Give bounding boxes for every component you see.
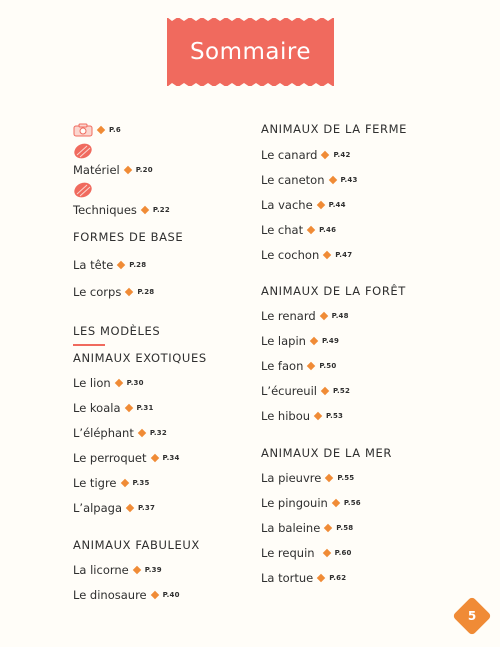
toc-entry[interactable] <box>261 309 349 323</box>
diamond-bullet-icon <box>325 474 333 482</box>
toc-entry[interactable] <box>261 223 336 237</box>
diamond-bullet-icon <box>124 404 132 412</box>
toc-entry[interactable] <box>73 285 154 299</box>
section-header-modeles: LES MODÈLES <box>73 324 161 338</box>
entry-label: La tortue <box>261 571 314 585</box>
diamond-bullet-icon <box>97 126 105 134</box>
yarn-ball-icon <box>73 143 93 159</box>
entry-label: Le canard <box>261 148 318 162</box>
diamond-bullet-icon <box>150 591 158 599</box>
toc-entry[interactable] <box>261 248 352 262</box>
diamond-bullet-icon <box>314 412 322 420</box>
page-ref: P.47 <box>335 251 353 259</box>
page-ref: P.20 <box>135 166 153 174</box>
entry-label: Le faon <box>261 359 304 373</box>
entry-label: Le corps <box>73 285 122 299</box>
diamond-bullet-icon <box>323 251 331 259</box>
diamond-bullet-icon <box>316 201 324 209</box>
camera-icon <box>73 123 93 137</box>
toc-entry[interactable] <box>73 563 162 577</box>
entry-label: L’écureuil <box>261 384 317 398</box>
page-ref: P.22 <box>152 206 170 214</box>
entry-label: Le caneton <box>261 173 325 187</box>
toc-entry[interactable] <box>73 476 150 490</box>
diamond-bullet-icon <box>138 429 146 437</box>
section-header-exotiques: ANIMAUX EXOTIQUES <box>73 351 207 365</box>
page-ref: P.46 <box>319 226 337 234</box>
diamond-bullet-icon <box>332 499 340 507</box>
diamond-bullet-icon <box>133 566 141 574</box>
page-ref: P.32 <box>149 429 167 437</box>
toc-entry-intro[interactable] <box>73 123 121 137</box>
section-header-formes: FORMES DE BASE <box>73 230 184 244</box>
page-ref: P.43 <box>340 176 358 184</box>
page-ref: P.62 <box>329 574 347 582</box>
page-ref: P.28 <box>137 288 155 296</box>
diamond-bullet-icon <box>141 206 149 214</box>
page-title: Sommaire <box>189 39 312 65</box>
entry-label: Le koala <box>73 401 121 415</box>
diamond-bullet-icon <box>120 479 128 487</box>
toc-entry[interactable] <box>261 409 343 423</box>
entry-label: Le lapin <box>261 334 306 348</box>
diamond-bullet-icon <box>114 379 122 387</box>
page-ref: P.56 <box>343 499 361 507</box>
entry-label: La tête <box>73 258 114 272</box>
diamond-bullet-icon <box>322 549 330 557</box>
entry-label: Techniques <box>73 203 137 217</box>
entry-label: Le cochon <box>261 248 320 262</box>
toc-entry[interactable] <box>261 148 351 162</box>
entry-label: Le dinosaure <box>73 588 147 602</box>
page-ref: P.55 <box>337 474 355 482</box>
page-ref: P.6 <box>109 126 121 134</box>
page-ref: P.50 <box>319 362 337 370</box>
diamond-bullet-icon <box>324 524 332 532</box>
section-header-fabuleux: ANIMAUX FABULEUX <box>73 538 200 552</box>
entry-label: Le perroquet <box>73 451 147 465</box>
page-ref: P.60 <box>334 549 352 557</box>
toc-entry[interactable] <box>261 384 350 398</box>
toc-entry[interactable] <box>261 546 352 560</box>
toc-entry[interactable] <box>261 198 346 212</box>
page-ref: P.30 <box>126 379 144 387</box>
page-ref: P.48 <box>331 312 349 320</box>
page-ref: P.44 <box>328 201 346 209</box>
diamond-bullet-icon <box>126 504 134 512</box>
entry-label: Le pingouin <box>261 496 328 510</box>
diamond-bullet-icon <box>150 454 158 462</box>
left-column <box>73 0 253 647</box>
toc-entry[interactable] <box>261 334 339 348</box>
page-ref: P.35 <box>132 479 150 487</box>
toc-entry[interactable] <box>73 451 180 465</box>
entry-label: La vache <box>261 198 313 212</box>
page-number: 5 <box>467 609 477 623</box>
diamond-bullet-icon <box>125 288 133 296</box>
page-ref: P.34 <box>162 454 180 462</box>
diamond-bullet-icon <box>307 226 315 234</box>
diamond-bullet-icon <box>321 387 329 395</box>
entry-label: Le renard <box>261 309 316 323</box>
toc-entry[interactable] <box>261 173 358 187</box>
page-ref: P.49 <box>321 337 340 345</box>
section-header-ferme: ANIMAUX DE LA FERME <box>261 122 408 136</box>
section-header-mer: ANIMAUX DE LA MER <box>261 446 392 460</box>
entry-label: Le lion <box>73 376 111 390</box>
entry-label: L’éléphant <box>73 426 134 440</box>
diamond-bullet-icon <box>328 176 336 184</box>
diamond-bullet-icon <box>319 312 327 320</box>
toc-entry[interactable] <box>73 426 167 440</box>
page-ref: P.37 <box>138 504 156 512</box>
section-header-foret: ANIMAUX DE LA FORÊT <box>261 284 406 298</box>
entry-label: La licorne <box>73 563 129 577</box>
diamond-bullet-icon <box>117 261 125 269</box>
page-ref: P.42 <box>333 151 351 159</box>
page-ref: P.28 <box>129 261 147 269</box>
toc-entry-materiel[interactable] <box>73 163 153 177</box>
entry-label: Le hibou <box>261 409 311 423</box>
entry-label: Matériel <box>73 163 120 177</box>
entry-label: La baleine <box>261 521 321 535</box>
toc-entry[interactable] <box>261 496 361 510</box>
page-ref: P.53 <box>326 412 344 420</box>
diamond-bullet-icon <box>124 166 132 174</box>
page-ref: P.31 <box>136 404 154 412</box>
entry-label: Le chat <box>261 223 304 237</box>
diamond-bullet-icon <box>317 574 325 582</box>
diamond-bullet-icon <box>321 151 329 159</box>
yarn-ball-icon <box>73 182 93 198</box>
page-ref: P.39 <box>144 566 162 574</box>
entry-label: La pieuvre <box>261 471 322 485</box>
entry-label: Le tigre <box>73 476 117 490</box>
diamond-bullet-icon <box>307 362 315 370</box>
toc-entry-techniques[interactable] <box>73 203 170 217</box>
diamond-bullet-icon <box>310 337 318 345</box>
page-ref: P.58 <box>336 524 354 532</box>
entry-label: Le requin <box>261 546 315 560</box>
page-ref: P.52 <box>332 387 351 395</box>
page-ref: P.40 <box>162 591 180 599</box>
toc-entry[interactable] <box>73 501 155 515</box>
toc-entry[interactable] <box>73 258 146 272</box>
toc-entry[interactable] <box>261 571 346 585</box>
toc-entry[interactable] <box>73 588 180 602</box>
toc-entry[interactable] <box>73 401 154 415</box>
section-underline <box>73 344 105 346</box>
toc-entry[interactable] <box>261 521 353 535</box>
toc-entry[interactable] <box>261 359 336 373</box>
entry-label: L’alpaga <box>73 501 122 515</box>
right-column <box>261 0 461 647</box>
toc-entry[interactable] <box>261 471 354 485</box>
toc-entry[interactable] <box>73 376 144 390</box>
